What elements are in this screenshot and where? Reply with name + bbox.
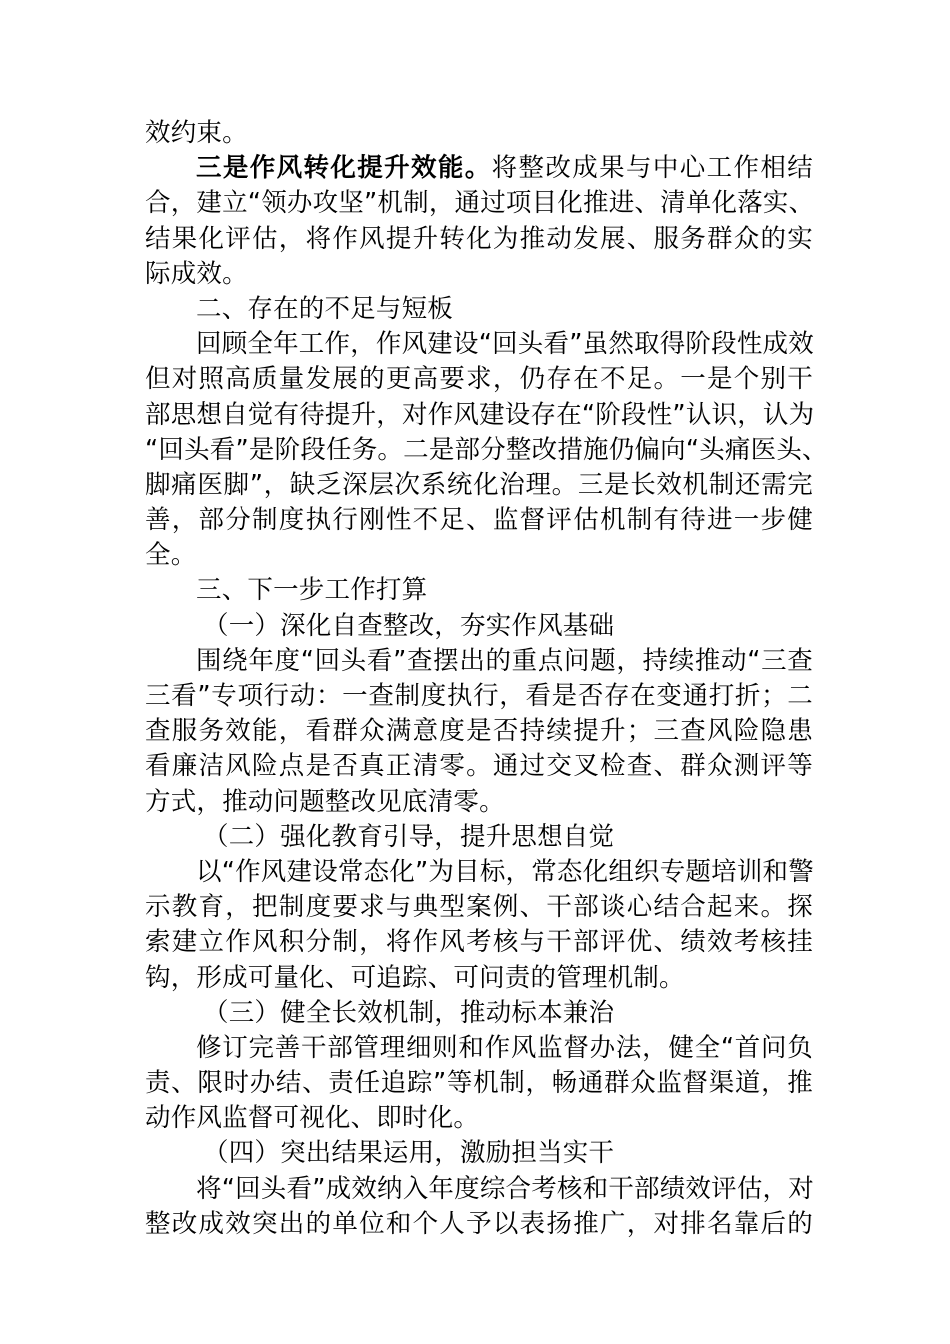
text-line: 整改成效突出的单位和个人予以表扬推广，对排名靠后的 (145, 1208, 813, 1239)
text-line: 但对照高质量发展的更高要求，仍存在不足。一是个别干 (145, 364, 813, 395)
text-line: 动作风监督可视化、即时化。 (145, 1103, 480, 1134)
text-line: 钩，形成可量化、可追踪、可问责的管理机制。 (145, 962, 685, 993)
text-line: 部思想自觉有待提升，对作风建设存在“阶段性”认识，认为 (145, 399, 815, 430)
text-line: 善，部分制度执行刚性不足、监督评估机制有待进一步健 (145, 505, 813, 536)
text-line: “回头看”是阶段任务。二是部分整改措施仍偏向“头痛医头、 (145, 434, 828, 465)
text-line (145, 151, 813, 186)
bold-lead-phrase: 三是作风转化提升效能。 (196, 153, 492, 184)
text-line: 效约束。 (145, 118, 248, 148)
text-line: 围绕年度“回头看”查摆出的重点问题，持续推动“三查 (196, 645, 813, 676)
text-line: 方式，推动问题整改见底清零。 (145, 786, 505, 817)
text-line: 责、限时办结、责任追踪”等机制，畅通群众监督渠道，推 (145, 1068, 813, 1099)
text-line: 看廉洁风险点是否真正清零。通过交叉检查、群众测评等 (145, 751, 813, 782)
text-span: 将整改成果与中心工作相结 (491, 153, 814, 184)
section-heading: 三、下一步工作打算 (196, 575, 428, 606)
subsection-heading: （一）深化自查整改，夯实作风基础 (203, 610, 615, 641)
text-line: 脚痛医脚”，缺乏深层次系统化治理。三是长效机制还需完 (145, 469, 813, 500)
section-heading: 二、存在的不足与短板 (196, 293, 454, 324)
text-line: 结果化评估，将作风提升转化为推动发展、服务群众的实 (145, 223, 813, 254)
text-line: 示教育，把制度要求与典型案例、干部谈心结合起来。探 (145, 892, 813, 923)
text-line: 回顾全年工作，作风建设“回头看”虽然取得阶段性成效 (196, 329, 814, 360)
text-line: 三看”专项行动：一查制度执行，看是否存在变通打折；二 (145, 681, 813, 711)
subsection-heading: （二）强化教育引导，提升思想自觉 (203, 821, 615, 852)
subsection-heading: （四）突出结果运用，激励担当实干 (203, 1138, 615, 1169)
text-line: 修订完善干部管理细则和作风监督办法，健全“首问负 (196, 1032, 813, 1063)
text-line: 以“作风建设常态化”为目标，常态化组织专题培训和警 (196, 856, 814, 887)
text-line: 合，建立“领办攻坚”机制，通过项目化推进、清单化落实、 (145, 188, 815, 219)
text-line: 全。 (145, 540, 197, 571)
subsection-heading: （三）健全长效机制，推动标本兼治 (203, 997, 615, 1028)
text-line: 际成效。 (145, 258, 248, 289)
text-line: 索建立作风积分制，将作风考核与干部评优、绩效考核挂 (145, 927, 813, 958)
text-line: 查服务效能，看群众满意度是否持续提升；三查风险隐患 (145, 716, 813, 747)
text-line: 将“回头看”成效纳入年度综合考核和干部绩效评估，对 (196, 1173, 814, 1204)
document-body (145, 116, 828, 1242)
